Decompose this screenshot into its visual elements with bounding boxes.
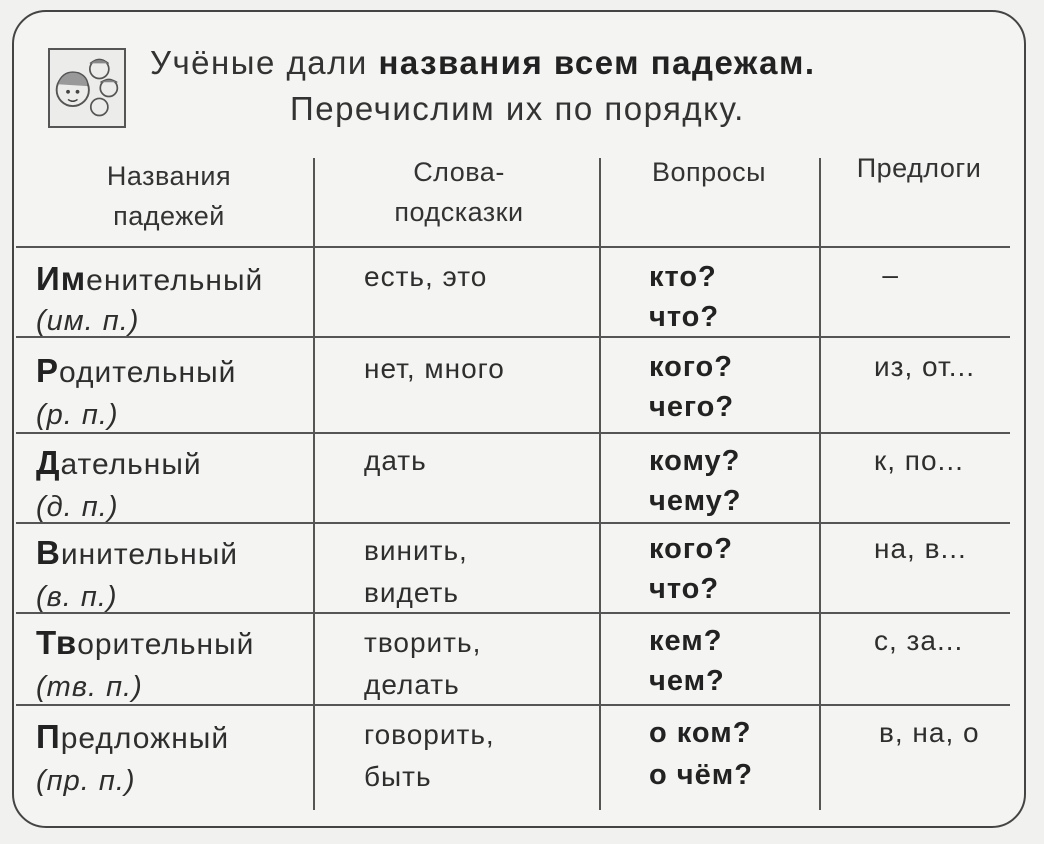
- header-hint-words-line1: Слова-: [413, 157, 505, 187]
- case-name-initial: Тв: [36, 624, 78, 661]
- question-1: кого?: [649, 351, 733, 383]
- header-bold: названия всем падежам.: [378, 44, 816, 81]
- row-divider: [16, 704, 1010, 706]
- cases-table: [24, 150, 1018, 816]
- question-2: чего?: [649, 391, 735, 423]
- case-name-rest: редложный: [60, 722, 230, 755]
- case-name: [36, 622, 254, 666]
- case-name-rest: инительный: [60, 538, 239, 571]
- prepositions: с, за...: [874, 625, 964, 656]
- column-divider: [313, 158, 315, 810]
- question-2: чем?: [649, 665, 725, 697]
- header-case-names-line2: падежей: [113, 201, 225, 231]
- case-name: [36, 442, 202, 486]
- case-name-rest: енительный: [86, 264, 264, 297]
- header-case-names-line1: Названия: [106, 161, 232, 191]
- prepositions: на, в...: [874, 533, 967, 564]
- prepositions: в, на, о: [879, 717, 980, 748]
- case-name-initial: Д: [36, 444, 61, 481]
- case-name-rest: одительный: [59, 356, 237, 389]
- header-plain: Учёные дали: [150, 44, 379, 81]
- question-2: о чём?: [649, 759, 753, 791]
- question-1: кого?: [649, 533, 733, 565]
- case-name-initial: П: [36, 718, 61, 755]
- case-name-initial: В: [36, 534, 61, 571]
- row-divider: [16, 612, 1010, 614]
- question-1: о ком?: [649, 717, 752, 749]
- case-name: [36, 258, 263, 302]
- prepositions: к, по...: [874, 445, 964, 476]
- case-name-initial: Р: [36, 352, 60, 389]
- header-prepositions: Предлоги: [856, 153, 982, 183]
- hint-words-line1: творить,: [364, 627, 482, 658]
- row-divider: [16, 432, 1010, 434]
- card-header: [48, 44, 988, 134]
- case-abbreviation: (р. п.): [36, 399, 119, 431]
- case-abbreviation: (д. п.): [36, 491, 119, 523]
- question-2: что?: [649, 573, 720, 605]
- hint-words: нет, много: [364, 353, 505, 384]
- prepositions: –: [882, 259, 899, 290]
- header-case-names: [44, 156, 294, 236]
- hint-words-line2: видеть: [364, 577, 459, 608]
- case-name-rest: ательный: [60, 448, 202, 481]
- question-1: кто?: [649, 261, 717, 293]
- question-2: что?: [649, 301, 720, 333]
- case-abbreviation: (в. п.): [36, 581, 118, 613]
- children-faces-icon: [48, 48, 126, 128]
- row-divider: [16, 336, 1010, 338]
- question-2: чему?: [649, 485, 742, 517]
- case-name-rest: орительный: [77, 628, 255, 661]
- case-abbreviation: (им. п.): [36, 305, 140, 337]
- question-1: кому?: [649, 445, 741, 477]
- question-1: кем?: [649, 625, 723, 657]
- header-line-1: [150, 44, 816, 82]
- case-name-initial: Им: [36, 260, 87, 297]
- row-divider: [16, 522, 1010, 524]
- header-line-2: Перечислим их по порядку.: [290, 90, 745, 127]
- hint-words-line2: быть: [364, 761, 432, 792]
- case-name: [36, 716, 229, 760]
- column-divider: [819, 158, 821, 810]
- case-abbreviation: (пр. п.): [36, 765, 136, 797]
- hint-words: есть, это: [364, 261, 488, 292]
- prepositions: из, от...: [874, 351, 976, 382]
- hint-words-line1: говорить,: [364, 719, 495, 750]
- header-hint-words: [324, 152, 594, 232]
- case-name: [36, 350, 236, 394]
- hint-words: дать: [364, 445, 427, 476]
- header-hint-words-line2: подсказки: [394, 197, 524, 227]
- column-divider: [599, 158, 601, 810]
- hint-words-line1: винить,: [364, 535, 468, 566]
- header-questions: Вопросы: [651, 157, 767, 187]
- case-name: [36, 532, 238, 576]
- row-divider: [16, 246, 1010, 248]
- case-abbreviation: (тв. п.): [36, 671, 143, 703]
- hint-words-line2: делать: [364, 669, 460, 700]
